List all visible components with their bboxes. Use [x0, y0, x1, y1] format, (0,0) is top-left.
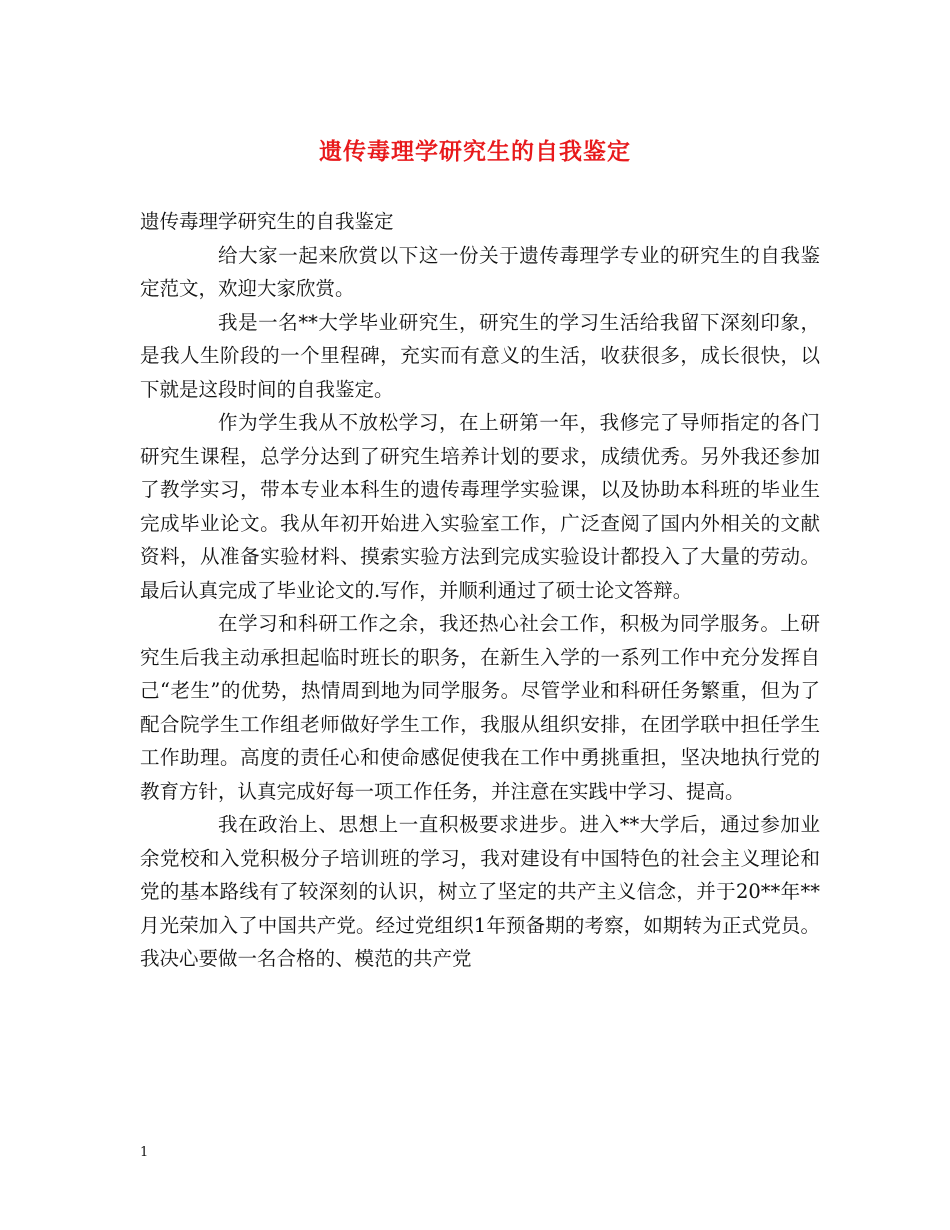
paragraph-social-work: 在学习和科研工作之余，我还热心社会工作，积极为同学服务。上研究生后我主动承担起临时班长的职务，在新生入学的一系列工作中充分发挥自己“老生”的优势，热情周到地为同学服务。尽管学业和科研任务繁重，但为了配合院学生工作组老师做好学生工作，我服从组织安排，在团学联中担任学生工作助理。高度的责任心和使命感促使我在工作中勇挑重担，坚决地执行党的教育方针，认真完成好每一项工作任务，并注意在实践中学习、提高。	[140, 612, 820, 803]
paragraph-political: 我在政治上、思想上一直积极要求进步。进入**大学后，通过参加业余党校和入党积极分子培训班的学习，我对建设有中国特色的社会主义理论和党的基本路线有了较深刻的认识，树立了坚定的共产主义信念，并于20**年**月光荣加入了中国共产党。经过党组织1年预备期的考察，如期转为正式党员。我决心要做一名合格的、模范的共产党	[140, 813, 820, 970]
paragraph-intro: 给大家一起来欣赏以下这一份关于遗传毒理学专业的研究生的自我鉴定范文，欢迎大家欣赏。	[140, 243, 820, 300]
paragraph-overview: 我是一名**大学毕业研究生，研究生的学习生活给我留下深刻印象，是我人生阶段的一个里程碑，充实而有意义的生活，收获很多，成长很快，以下就是这段时间的自我鉴定。	[140, 310, 820, 401]
page-number: 1	[140, 1145, 149, 1160]
document-body	[140, 205, 820, 976]
paragraph-study: 作为学生我从不放松学习，在上研第一年，我修完了导师指定的各门研究生课程，总学分达到了研究生培养计划的要求，成绩优秀。另外我还参加了教学实习，带本专业本科生的遗传毒理学实验课，以及协助本科班的毕业生完成毕业论文。我从年初开始进入实验室工作，广泛查阅了国内外相关的文献资料，从准备实验材料、摸索实验方法到完成实验设计都投入了大量的劳动。最后认真完成了毕业论文的.写作，并顺利通过了硕士论文答辩。	[140, 411, 820, 602]
document-subtitle: 遗传毒理学研究生的自我鉴定	[140, 210, 394, 233]
page-title: 遗传毒理学研究生的自我鉴定	[319, 138, 631, 165]
